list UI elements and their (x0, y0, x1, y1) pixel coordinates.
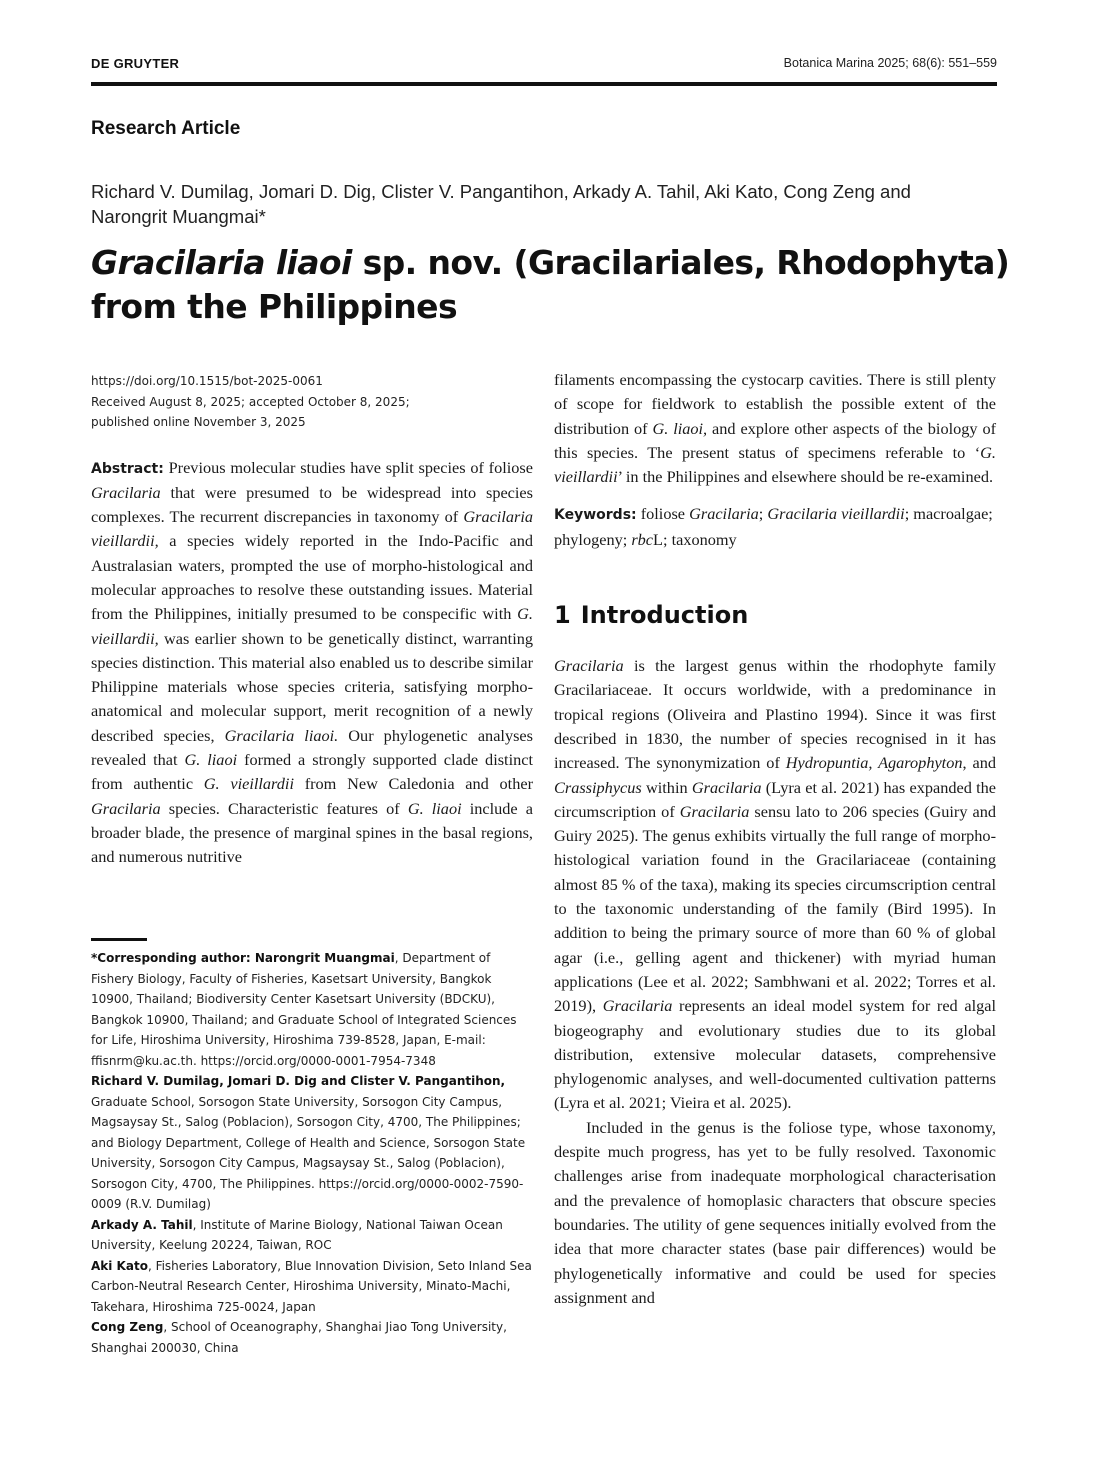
introduction-paragraph (554, 1116, 996, 1310)
abstract-text: include a broader blade, the presence of marginal spines in the basal regions, and numerous nutritive (91, 798, 533, 867)
affiliation-entry (91, 1215, 533, 1256)
affiliation-text: , Department of Fishery Biology, Faculty of Fisheries, Kasetsart University, Bangkok 10900, Thailand; Biodiversity Center Kasetsart University (BDCKU), Bangkok 10900, Thailand; and Graduate School of Integrated Sciences for Life, Hiroshima University, Hiroshima 739-8528, Japan, E-mail: ffisnrm@ku.ac.th. https://orcid.org/0000-0001-7954-7348 (91, 951, 517, 1068)
received-accepted-dates: Received August 8, 2025; accepted October 8, 2025; (91, 394, 410, 409)
doi-link[interactable]: https://doi.org/10.1515/bot-2025-0061 (91, 374, 323, 388)
abstract-text: Our phylogenetic analyses revealed that (91, 725, 533, 770)
abstract-text-left (91, 456, 533, 870)
intro-italic: Hydropuntia, Agarophyton (785, 753, 963, 773)
affiliation-entry (91, 948, 533, 1071)
keyword-text: ; (758, 504, 768, 524)
abstract-italic: G. vieillardii, (91, 604, 533, 648)
intro-text: within (641, 777, 692, 797)
abstract-text: a species widely reported in the Indo-Pacific and Australasian waters, prompted the use of morpho-histological and molecular approaches to resolve these outstanding issues. Material from the Philippines, initially presumed to be conspecific with (91, 531, 533, 624)
abstract-continuation (554, 368, 996, 489)
keyword-italic: Gracilaria vieillardii (767, 504, 905, 524)
abstract-italic: Gracilaria (91, 482, 161, 502)
intro-italic: Crassiphycus (554, 777, 642, 797)
introduction-paragraph (554, 654, 996, 1116)
affiliation-author-name: Arkady A. Tahil (91, 1217, 193, 1232)
introduction-body (554, 654, 996, 1310)
abstract-label: Abstract: (91, 460, 164, 477)
abstract-text: filaments encompassing the cystocarp cavities. There is still plenty of scope for fieldwork to establish the possible extent of the distribution of (554, 370, 996, 438)
intro-text: Included in the genus is the foliose type, whose taxonomy, despite much progress, has yet to be fully resolved. Taxonomic challenges arise from inadequate morphological characterisation and the prevalence of homoplasic characters that obscure species boundaries. The utility of gene sequences initially evolved from the idea that more character states (base pair differences) would be phylogenetically informative and could be used for species assignment and (554, 1117, 996, 1307)
abstract-text: from New Caledonia and other (293, 774, 533, 794)
abstract-italic: Gracilaria liaoi. (224, 725, 339, 745)
keywords-label: Keywords: (554, 507, 637, 524)
abstract-text: was earlier shown to be genetically distinct, warranting species distinction. This material also enabled us to describe similar Philippine materials whose species criteria, satisfying morpho-anatomical and molecular support, merit recognition of a newly described species, (91, 628, 533, 745)
section-heading-introduction (554, 600, 996, 630)
article-meta (91, 371, 533, 433)
keyword-text: L; taxonomy (653, 529, 737, 549)
abstract-italic: Gracilaria vieillardii, (91, 507, 533, 551)
keyword-text: foliose (636, 504, 690, 524)
intro-text: is the largest genus within the rhodophyte family Gracilariaceae. It occurs worldwide, with a predominance in tropical regions (Oliveira and Plastino 1994). Since it was first described in 1830, the number of species recognised in it has increased. The synonymization of (554, 656, 996, 773)
keyword-italic: Gracilaria (689, 504, 759, 524)
keywords (554, 502, 996, 552)
abstract-text: ’ in the Philippines and elsewhere should be re-examined. (617, 467, 994, 487)
left-column (91, 371, 533, 870)
intro-text: represents an ideal model system for red algal biogeography and evolutionary studies due to its global distribution, extensive molecular datasets, comprehensive phylogenomic analyses, and well-documented cultivation patterns (Lyra et al. 2021; Vieira et al. 2025). (554, 996, 997, 1113)
abstract (91, 456, 533, 870)
abstract-italic: G. vieillardii (203, 774, 294, 794)
abstract-italic: G. liaoi (184, 750, 238, 770)
title-line1-rest: sp. nov. (Gracilariales, Rhodophyta) (351, 243, 1010, 282)
abstract-text-right (554, 368, 996, 489)
right-column (554, 368, 996, 1310)
affiliation-author-name: Richard V. Dumilag, Jomari D. Dig and Clister V. Pangantihon, (91, 1074, 506, 1088)
header-rule (91, 82, 997, 86)
journal-reference: Botanica Marina 2025; 68(6): 551–559 (783, 56, 997, 70)
title-line2: from the Philippines (91, 287, 458, 326)
keyword-italic: rbc (631, 529, 654, 549)
affiliation-text: , Institute of Marine Biology, National Taiwan Ocean University, Keelung 20224, Taiwan, ROC (91, 1217, 503, 1252)
abstract-italic: G. liaoi, (652, 418, 708, 438)
running-header (91, 56, 997, 70)
abstract-italic: G. vieillardii (554, 442, 996, 487)
affiliation-text: , School of Oceanography, Shanghai Jiao Tong University, Shanghai 200030, China (91, 1320, 507, 1355)
affiliation-text: , Fisheries Laboratory, Blue Innovation Division, Seto Inland Sea Carbon-Neutral Research Center, Hiroshima University, Minato-Machi, Takehara, Hiroshima 725-0024, Japan (91, 1258, 532, 1314)
intro-italic: Gracilaria (679, 801, 750, 821)
abstract-italic: G. liaoi (407, 798, 462, 818)
abstract-text: that were presumed to be widespread into species complexes. The recurrent discrepancies in taxonomy of (91, 482, 533, 527)
affiliation-author-name: Cong Zeng (91, 1320, 164, 1334)
abstract-text: species. Characteristic features of (160, 798, 408, 818)
intro-text: sensu lato to 206 species (Guiry and Guiry 2025). The genus exhibits virtually the full range of morpho-histological variation found in the Gracilariaceae (containing almost 85 % of the taxa), making its species circumscription central to the taxonomic understanding of the family (Bird 1995). In addition to being the primary source of more than 60 % of global agar (i.e., gelling agent and thickener) with myriad human applications (Lee et al. 2022; Sambhwani et al. 2022; Torres et al. 2019), (554, 801, 996, 1016)
abstract-italic: Gracilaria (91, 798, 161, 818)
affiliation-entry (91, 1256, 533, 1318)
title-species-name: Gracilaria liaoi (91, 243, 352, 282)
published-date: published online November 3, 2025 (91, 415, 306, 429)
affiliation-entry (91, 1317, 533, 1358)
abstract-text: and explore other aspects of the biology of this species. The present status of specimens referable to ‘ (554, 418, 997, 462)
keywords-text (554, 502, 996, 552)
abstract-text: Previous molecular studies have split species of foliose (163, 457, 533, 477)
intro-text: , and (962, 753, 996, 773)
abstract-text: formed a strongly supported clade distinct from authentic (91, 750, 533, 794)
intro-italic: Gracilaria (691, 777, 762, 797)
author-list: Richard V. Dumilag, Jomari D. Dig, Clister V. Pangantihon, Arkady A. Tahil, Aki Kato, Cong Zeng and Narongrit Muangmai* (91, 181, 911, 227)
intro-text: (Lyra et al. 2021) has expanded the circumscription of (554, 777, 996, 821)
keyword-text: ; macroalgae; phylogeny; (554, 504, 993, 549)
affiliation-author-name: *Corresponding author: Narongrit Muangmai (91, 951, 395, 965)
affiliation-entry (91, 1071, 533, 1215)
article-type: Research Article (91, 118, 241, 139)
article-title (91, 241, 1011, 329)
publisher-name: DE GRUYTER (91, 56, 180, 71)
affiliation-author-name: Aki Kato (91, 1258, 148, 1273)
affiliation-footnotes (91, 948, 533, 1358)
section-number: 1 (554, 601, 571, 630)
intro-italic: Gracilaria (602, 996, 673, 1016)
section-title: Introduction (580, 601, 749, 630)
intro-italic: Gracilaria (554, 656, 624, 676)
affiliation-text: Graduate School, Sorsogon State University, Sorsogon City Campus, Magsaysay St., Salog (Poblacion), Sorsogon City, 4700, The Philippines; and Biology Department, College of Health and Science, Sorsogon State University, Sorsogon City Campus, Magsaysay St., Salog (Poblacion), Sorsogon City, 4700, The Philippines. https://orcid.org/0000-0002-7590-0009 (R.V. Dumilag) (91, 1094, 526, 1211)
footnote-divider (91, 938, 147, 941)
